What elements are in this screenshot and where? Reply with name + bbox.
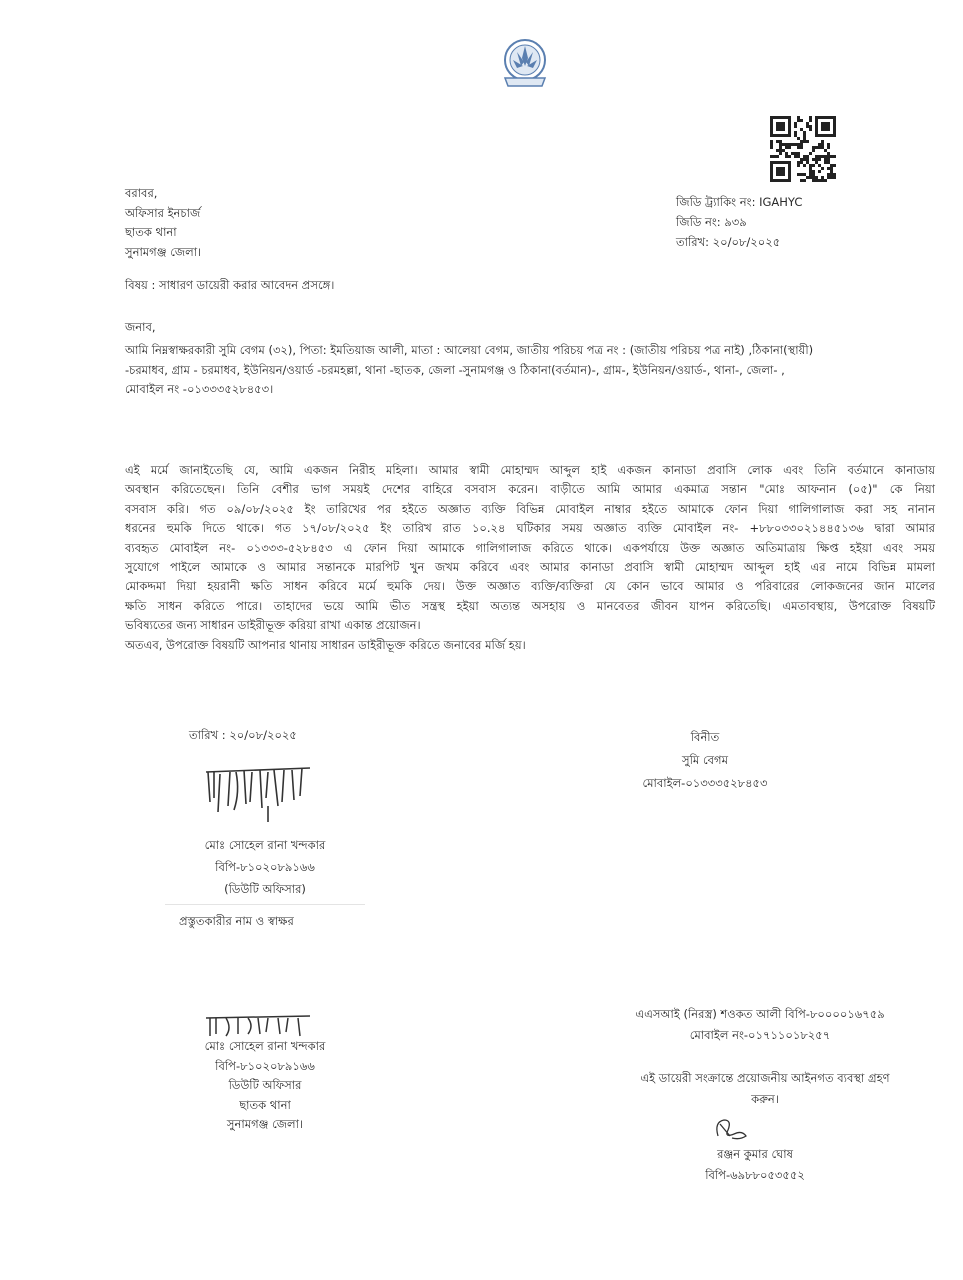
prepared-by-label: প্রস্তুতকারীর নাম ও স্বাক্ষর: [179, 914, 294, 928]
subject-line: বিষয় : সাধারণ ডায়েরী করার আবেদন প্রসঙ্গে।: [125, 278, 335, 292]
approver-bp: বিপি-৬৯৮৮০৫৩৫৫২: [705, 1168, 805, 1182]
assigned-officer-name: এএসআই (নিরস্ত্র) শওকত আলী বিপি-৮০০০০১৬৭৫৯: [635, 1007, 885, 1021]
assigned-officer-mobile: মোবাইল নং-০১৭১১০১৮২৫৭: [689, 1028, 831, 1042]
officer-bp: বিপি-৮১০২০৮৯১৬৬: [215, 1058, 315, 1073]
applicant-name: সুমি বেগম: [682, 753, 728, 767]
body-line: ব্যবহৃত মোবাইল নং- ০১৩৩৩-৫২৮৪৫৩ এ ফোন দিয়া আমাকে গালিগালাজ করিতে থাকে। একপর্যায়ে উক্ত অজ্ঞাত অতিমাত্রায় ক্ষিপ্ত হইয়া এবং সময়: [125, 540, 935, 555]
officer-designation: ডিউটি অফিসার: [228, 1078, 302, 1092]
address-line: অফিসার ইনচার্জ: [125, 205, 201, 220]
intro-line: মোবাইল নং -০১৩৩৩৫২৮৪৫৩।: [125, 382, 274, 396]
body-line: এই মর্মে জানাইতেছি যে, আমি একজন নিরীহ মহিলা। আমার স্বামী মোহাম্মদ আব্দুল হাই একজন কানাডা প্রবাসি লোক এবং তিনি বর্তমানে কানাডায়: [125, 463, 935, 477]
body-line: ভবিষ্যতের জন্য সাধারন ডাইরীভূক্ত করিয়া রাখা একান্ত প্রয়োজন।: [125, 618, 421, 633]
gd-tracking-number: জিডি ট্র্যাকিং নং: IGAHYC: [676, 195, 803, 209]
salutation: জনাব,: [125, 320, 156, 334]
body-line: অতএব, উপরোক্ত বিষয়টি আপনার থানায় সাধারন ডাইরীভূক্ত করিতে জনাবের মর্জি হয়।: [125, 637, 526, 652]
approver-block: [680, 1144, 830, 1186]
application-date: তারিখ : ২০/০৮/২০২৫: [189, 728, 297, 742]
gd-number: জিডি নং: ৯৩৯: [676, 215, 747, 229]
body-line: ক্ষতি সাধন করিতে পারে। তাহাদের ভয়ে আমি ভীত সন্ত্রস্থ হইয়া অত্যন্ত অসহায় ও মানবেতর জীবন যাপন করিতেছি। এমতাবস্থায়, উপরোক্ত বিষয়টি: [125, 598, 935, 613]
gd-info: [676, 192, 802, 252]
duty-officer-block: [160, 834, 370, 900]
signoff-line: বিনীত: [690, 730, 720, 744]
recipient-address: [125, 184, 201, 262]
body-line: মোকদ্দমা দিয়া হয়রানী ক্ষতি সাধন করিবে মর্মে হুমকি দেয়। উক্ত অজ্ঞাত ব্যক্তি/ব্যক্তিরা যে কোন ভাবে আমার ও পরিবারের লোকজনের জান মালের: [125, 579, 935, 594]
address-line: সুনামগঞ্জ জেলা।: [125, 244, 202, 259]
address-line: ছাতক থানা: [125, 225, 177, 239]
instruction-note: [600, 1068, 930, 1110]
signature-duty-officer: [198, 762, 318, 824]
approver-name: রঞ্জন কুমার ঘোষ: [717, 1147, 793, 1161]
body-line: অবস্থান করিতেছেন। তিনি বেশীর ভাগ সময়ই দেশের বাহিরে বসবাস করেন। বাড়ীতে আমি আমার একমাত্র সন্তান "মোঃ আফনান (০৫)" কে নিয়া: [125, 482, 935, 497]
instruction-line: এই ডায়েরী সংক্রান্তে প্রয়োজনীয় আইনগত ব্যবস্থা গ্রহণ: [640, 1071, 890, 1085]
instruction-line: করুন।: [751, 1092, 779, 1106]
duty-officer-stamp: [160, 1037, 370, 1135]
intro-line: -চরমাধব, গ্রাম - চরমাধব, ইউনিয়ন/ওয়ার্ড -চরমহল্লা, থানা -ছাতক, জেলা -সুনামগঞ্জ ও ঠিকানা(বর্তমান)-, গ্রাম-, ইউনিয়ন/ওয়ার্ড-, থানা-, জেলা- ,: [125, 362, 785, 377]
body-line: বসবাস করি। গত ০৯/০৮/২০২৫ ইং তারিখের পর হইতে অজ্ঞাত ব্যক্তি বিভিন্ন মোবাইল নাম্বার হইতে আমাকে ফোন দিয়া গালিগালাজ করা সহ নানান: [125, 501, 935, 516]
district: সুনামগঞ্জ জেলা।: [226, 1117, 304, 1131]
body-line: ধরনের হুমকি দিতে থাকে। গত ১৭/০৮/২০২৫ ইং তারিখ রাত ১০.২৪ ঘটিকার সময় অজ্ঞাত ব্যক্তি মোবাইল নং- +৮৮০৩৩০২১৪৪৫১৩৬ দ্বারা আমার: [125, 521, 935, 536]
signature-approver: [712, 1116, 752, 1144]
officer-name: মোঃ সোহেল রানা খন্দকার: [204, 838, 326, 852]
applicant-mobile: মোবাইল-০১৩৩৩৫২৮৪৫৩: [642, 776, 768, 790]
officer-name: মোঃ সোহেল রানা খন্দকার: [204, 1039, 326, 1053]
address-line: বরাবর,: [125, 186, 158, 200]
body-line: সুযোগে পাইলে আমাকে ও আমার সন্তানকে মারপিট খুন জখম করিবে এবং আমার কানাডা প্রবাসি স্বামী মোহাম্মদ আব্দুল হাই এর নামে বিভিন্ন মামলা: [125, 560, 935, 575]
assigned-officer: [590, 1004, 930, 1046]
officer-bp: বিপি-৮১০২০৮৯১৬৬: [215, 860, 315, 874]
applicant-signoff: [600, 726, 810, 795]
intro-line: আমি নিম্নস্বাক্ষরকারী সুমি বেগম (৩২), পিতা: ইমতিয়াজ আলী, মাতা : আলেয়া বেগম, জাতীয় পরিচয় পত্র নং : (জাতীয় পরিচয় পত্র নাই) ,ঠিকানা(স্থায়ী): [125, 343, 814, 357]
police-emblem-logo: [497, 36, 553, 92]
complaint-body: [125, 461, 935, 655]
divider: [165, 904, 365, 905]
qr-code: [770, 116, 836, 182]
police-station: ছাতক থানা: [239, 1097, 291, 1112]
applicant-details: [125, 341, 935, 400]
gd-date: তারিখ: ২০/০৮/২০২৫: [676, 235, 781, 249]
officer-designation: (ডিউটি অফিসার): [224, 882, 306, 896]
